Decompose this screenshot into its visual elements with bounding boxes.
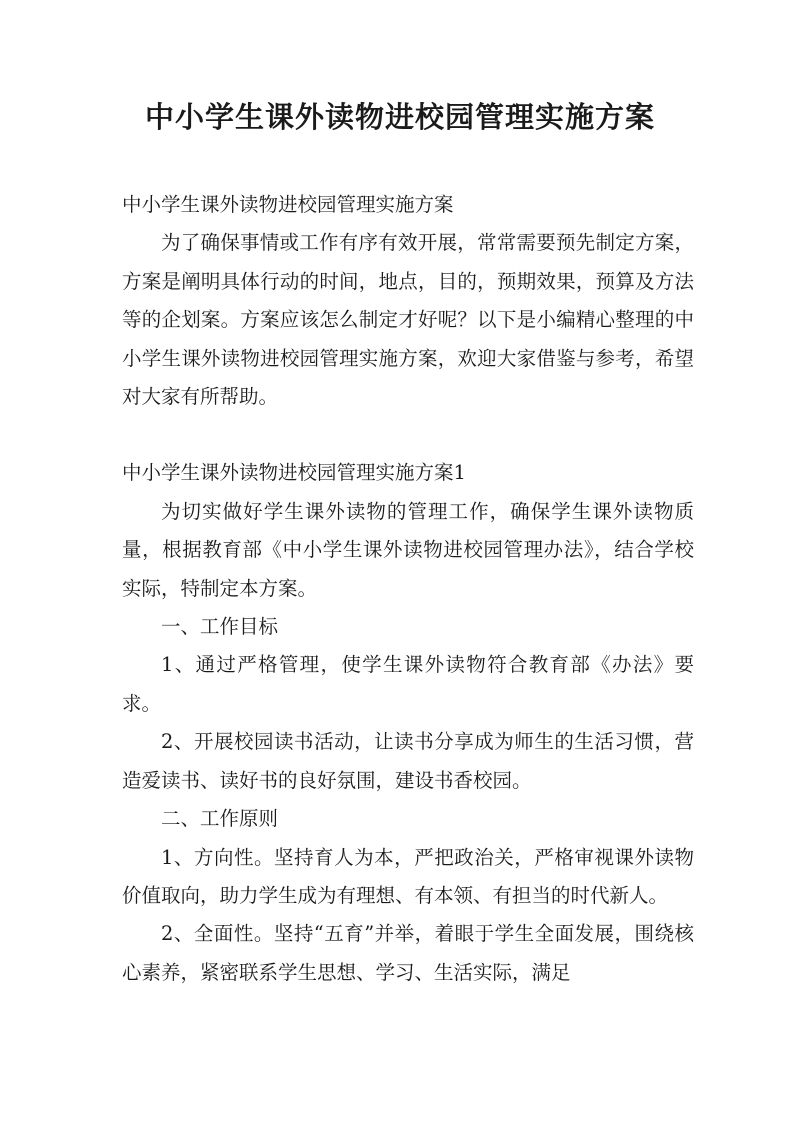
document-body bbox=[122, 186, 694, 992]
goal-item-1: 1、通过严格管理，使学生课外读物符合教育部《办法》要求。 bbox=[122, 653, 694, 715]
principle-item-1: 1、方向性。坚持育人为本，严把政治关，严格审视课外读物价值取向，助力学生成为有理想、有本领、有担当的时代新人。 bbox=[122, 845, 694, 907]
goals-heading: 一、工作目标 bbox=[161, 615, 279, 639]
section-spacer bbox=[122, 416, 694, 454]
goal-item-2: 2、开展校园读书活动，让读书分享成为师生的生活习惯，营造爱读书、读好书的良好氛围，建设书香校园。 bbox=[122, 730, 694, 792]
principles-heading: 二、工作原则 bbox=[161, 807, 279, 831]
principle-item-2: 2、全面性。坚持“五育”并举，着眼于学生全面发展，围绕核心素养，紧密联系学生思想、学习、生活实际，满足 bbox=[122, 922, 694, 984]
document-subtitle: 中小学生课外读物进校园管理实施方案 bbox=[122, 193, 454, 216]
document-title: 中小学生课外读物进校园管理实施方案 bbox=[144, 100, 655, 134]
section-heading: 中小学生课外读物进校园管理实施方案1 bbox=[122, 461, 466, 485]
intro-paragraph: 为了确保事情或工作有序有效开展，常常需要预先制定方案，方案是阐明具体行动的时间，地点，目的，预期效果，预算及方法等的企划案。方案应该怎么制定才好呢？以下是小编精心整理的中小学生课外读物进校园管理实施方案，欢迎大家借鉴与参考，希望对大家有所帮助。 bbox=[122, 231, 694, 409]
section-intro-paragraph: 为切实做好学生课外读物的管理工作，确保学生课外读物质量，根据教育部《中小学生课外读物进校园管理办法》，结合学校实际，特制定本方案。 bbox=[122, 499, 694, 600]
